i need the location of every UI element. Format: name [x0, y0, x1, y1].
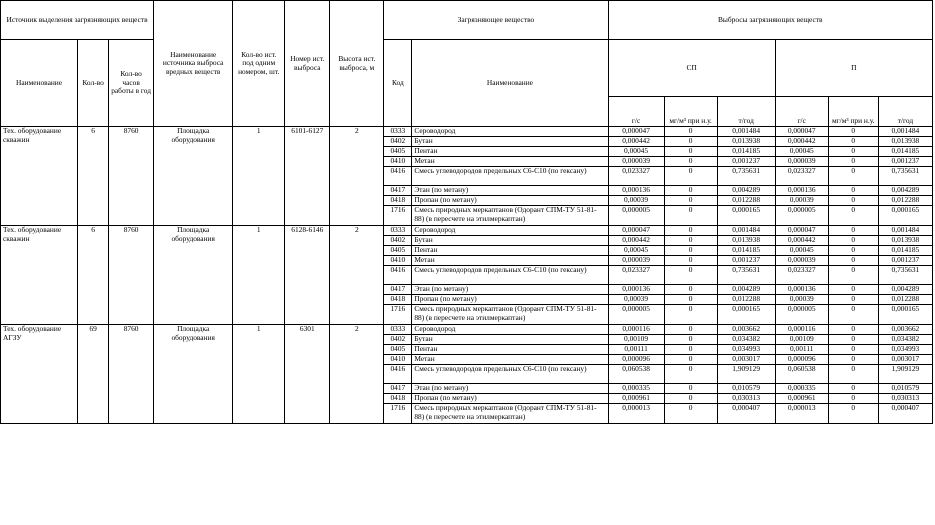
sp-mgm3-cell: 0	[664, 246, 717, 256]
height-header: Высота ист. выброса, м	[330, 1, 384, 127]
p-gs-cell: 0,000442	[775, 137, 828, 147]
sp-tyear-cell: 0,010579	[717, 384, 775, 394]
sp-mgm3-cell: 0	[664, 256, 717, 266]
sp-mgm3-cell: 0	[664, 335, 717, 345]
p-tyear-cell: 0,001484	[878, 127, 932, 137]
sp-gs-cell: 0,00111	[608, 345, 664, 355]
p-gs-cell: 0,00039	[775, 295, 828, 305]
p-gs-cell: 0,00039	[775, 196, 828, 206]
sp-gs-cell: 0,000335	[608, 384, 664, 394]
source-qty-cell: 6	[78, 127, 109, 226]
code-cell: 1716	[384, 404, 412, 424]
sp-mgm3-cell: 0	[664, 226, 717, 236]
sp-gs-cell: 0,00109	[608, 335, 664, 345]
sp-tyear-cell: 0,000165	[717, 206, 775, 226]
p-gs-cell: 0,000096	[775, 355, 828, 365]
p-mgm3-cell: 0	[828, 345, 878, 355]
code-cell: 0410	[384, 355, 412, 365]
code-cell: 0402	[384, 236, 412, 246]
pollutant-name-cell: Бутан	[412, 137, 608, 147]
sp-tyear-cell: 0,014185	[717, 246, 775, 256]
sp-tyear-cell: 0,004289	[717, 285, 775, 295]
source-qty-cell: 69	[78, 325, 109, 424]
sp-mgm3-cell: 0	[664, 384, 717, 394]
source-number-cell: 6128-6146	[285, 226, 330, 325]
p-tyear-cell: 0,004289	[878, 285, 932, 295]
p-tyear-cell: 0,001484	[878, 226, 932, 236]
sp-gs-cell: 0,000039	[608, 256, 664, 266]
sp-gs-cell: 0,000005	[608, 305, 664, 325]
sp-tyear-cell: 0,000165	[717, 305, 775, 325]
sp-mgm3-cell: 0	[664, 266, 717, 285]
sp-tyear-header: т/год	[717, 97, 775, 127]
sp-tyear-cell: 0,001237	[717, 157, 775, 167]
code-cell: 0416	[384, 266, 412, 285]
p-mgm3-cell: 0	[828, 186, 878, 196]
sp-mgm3-cell: 0	[664, 285, 717, 295]
source-name-header: Наименование	[1, 40, 78, 127]
emission-source-name-cell: Площадка оборудования	[154, 127, 233, 226]
pollutant-name-cell: Смесь углеводородов предельных С6-С10 (по гексану)	[412, 167, 608, 186]
sp-gs-cell: 0,000005	[608, 206, 664, 226]
p-gs-cell: 0,000136	[775, 285, 828, 295]
p-mgm3-cell: 0	[828, 266, 878, 285]
code-cell: 0416	[384, 167, 412, 186]
p-mgm3-cell: 0	[828, 355, 878, 365]
p-tyear-cell: 0,012288	[878, 196, 932, 206]
p-tyear-cell: 0,001237	[878, 157, 932, 167]
emission-source-name-cell: Площадка оборудования	[154, 325, 233, 424]
p-mgm3-header: мг/м³ при н.у.	[828, 97, 878, 127]
sp-mgm3-cell: 0	[664, 404, 717, 424]
p-mgm3-cell: 0	[828, 305, 878, 325]
source-number-cell: 6101-6127	[285, 127, 330, 226]
sp-gs-cell: 0,023327	[608, 167, 664, 186]
qty-under-number-header: Кол-во ист. под одним номером, шт.	[233, 1, 285, 127]
code-cell: 1716	[384, 206, 412, 226]
p-tyear-cell: 1,909129	[878, 365, 932, 384]
emissions-group-header: Выбросы загрязняющих веществ	[608, 1, 932, 40]
pollutant-name-cell: Этан (по метану)	[412, 186, 608, 196]
p-gs-cell: 0,000136	[775, 186, 828, 196]
p-mgm3-cell: 0	[828, 246, 878, 256]
p-tyear-cell: 0,030313	[878, 394, 932, 404]
height-cell: 2	[330, 127, 384, 226]
pollutant-name-cell: Пентан	[412, 246, 608, 256]
p-gs-cell: 0,000047	[775, 226, 828, 236]
p-mgm3-cell: 0	[828, 127, 878, 137]
pollutant-name-cell: Метан	[412, 256, 608, 266]
p-mgm3-cell: 0	[828, 157, 878, 167]
p-tyear-header: т/год	[878, 97, 932, 127]
p-tyear-cell: 0,034382	[878, 335, 932, 345]
p-mgm3-cell: 0	[828, 196, 878, 206]
sp-tyear-cell: 0,003662	[717, 325, 775, 335]
sp-mgm3-cell: 0	[664, 157, 717, 167]
sp-gs-cell: 0,00039	[608, 295, 664, 305]
p-mgm3-cell: 0	[828, 335, 878, 345]
source-qty-cell: 6	[78, 226, 109, 325]
pollutant-name-cell: Сероводород	[412, 325, 608, 335]
p-gs-cell: 0,000047	[775, 127, 828, 137]
table-body	[1, 127, 933, 424]
code-cell: 0417	[384, 285, 412, 295]
code-cell: 0418	[384, 295, 412, 305]
code-cell: 1716	[384, 305, 412, 325]
code-cell: 0416	[384, 365, 412, 384]
sp-tyear-cell: 0,013938	[717, 137, 775, 147]
p-mgm3-cell: 0	[828, 167, 878, 186]
code-cell: 0410	[384, 256, 412, 266]
p-mgm3-cell: 0	[828, 137, 878, 147]
table-row	[1, 226, 933, 236]
sp-gs-cell: 0,000116	[608, 325, 664, 335]
p-gs-cell: 0,000442	[775, 236, 828, 246]
sp-mgm3-cell: 0	[664, 167, 717, 186]
source-name-cell: Тех. оборудование скважин	[1, 127, 78, 226]
code-cell: 0418	[384, 196, 412, 206]
pollutant-name-cell: Бутан	[412, 335, 608, 345]
p-gs-cell: 0,000005	[775, 206, 828, 226]
p-gs-cell: 0,00045	[775, 147, 828, 157]
p-mgm3-cell: 0	[828, 404, 878, 424]
sp-mgm3-cell: 0	[664, 196, 717, 206]
pollutant-group-header: Загрязняющее вещество	[384, 1, 608, 40]
sp-gs-cell: 0,000013	[608, 404, 664, 424]
p-gs-cell: 0,000116	[775, 325, 828, 335]
source-number-header: Номер ист. выброса	[285, 1, 330, 127]
pollutant-name-cell: Этан (по метану)	[412, 384, 608, 394]
p-tyear-cell: 0,001237	[878, 256, 932, 266]
source-name-cell: Тех. оборудование скважин	[1, 226, 78, 325]
sp-tyear-cell: 0,001237	[717, 256, 775, 266]
emission-source-name-cell: Площадка оборудования	[154, 226, 233, 325]
p-tyear-cell: 0,000165	[878, 305, 932, 325]
pollutant-name-cell: Метан	[412, 157, 608, 167]
code-cell: 0333	[384, 127, 412, 137]
code-header: Код	[384, 40, 412, 127]
p-gs-header: г/с	[775, 97, 828, 127]
sp-tyear-cell: 0,030313	[717, 394, 775, 404]
sp-gs-cell: 0,000442	[608, 137, 664, 147]
source-hours-cell: 8760	[109, 226, 154, 325]
p-gs-cell: 0,00111	[775, 345, 828, 355]
code-cell: 0405	[384, 345, 412, 355]
qty-under-number-cell: 1	[233, 127, 285, 226]
sp-tyear-cell: 0,013938	[717, 236, 775, 246]
sp-gs-header: г/с	[608, 97, 664, 127]
p-gs-cell: 0,023327	[775, 266, 828, 285]
table-row	[1, 127, 933, 137]
source-hours-cell: 8760	[109, 325, 154, 424]
p-tyear-cell: 0,735631	[878, 167, 932, 186]
pollutant-name-cell: Сероводород	[412, 127, 608, 137]
code-cell: 0417	[384, 186, 412, 196]
p-mgm3-cell: 0	[828, 285, 878, 295]
sp-tyear-cell: 0,034993	[717, 345, 775, 355]
p-tyear-cell: 0,003662	[878, 325, 932, 335]
p-gs-cell: 0,023327	[775, 167, 828, 186]
sp-gs-cell: 0,000136	[608, 186, 664, 196]
table-row	[1, 325, 933, 335]
sp-mgm3-cell: 0	[664, 137, 717, 147]
p-gs-cell: 0,000013	[775, 404, 828, 424]
sp-tyear-cell: 0,003017	[717, 355, 775, 365]
p-mgm3-cell: 0	[828, 394, 878, 404]
p-gs-cell: 0,000005	[775, 305, 828, 325]
p-gs-cell: 0,000961	[775, 394, 828, 404]
pollutant-name-cell: Сероводород	[412, 226, 608, 236]
height-cell: 2	[330, 325, 384, 424]
sp-gs-cell: 0,000442	[608, 236, 664, 246]
source-name-cell: Тех. оборудование АГЗУ	[1, 325, 78, 424]
sp-gs-cell: 0,060538	[608, 365, 664, 384]
code-cell: 0417	[384, 384, 412, 394]
p-tyear-cell: 0,003017	[878, 355, 932, 365]
p-tyear-cell: 0,012288	[878, 295, 932, 305]
pollutant-name-cell: Пропан (по метану)	[412, 295, 608, 305]
code-cell: 0402	[384, 335, 412, 345]
sp-mgm3-cell: 0	[664, 147, 717, 157]
sp-gs-cell: 0,000136	[608, 285, 664, 295]
p-tyear-cell: 0,013938	[878, 236, 932, 246]
pollutant-name-cell: Этан (по метану)	[412, 285, 608, 295]
sp-mgm3-cell: 0	[664, 394, 717, 404]
p-gs-cell: 0,000335	[775, 384, 828, 394]
p-tyear-cell: 0,034993	[878, 345, 932, 355]
p-mgm3-cell: 0	[828, 384, 878, 394]
source-group-header: Источник выделения загрязняющих веществ	[1, 1, 154, 40]
p-tyear-cell: 0,000165	[878, 206, 932, 226]
p-gs-cell: 0,00109	[775, 335, 828, 345]
sp-tyear-cell: 0,735631	[717, 167, 775, 186]
pollutant-name-header: Наименование	[412, 40, 608, 127]
sp-mgm3-cell: 0	[664, 365, 717, 384]
qty-under-number-cell: 1	[233, 325, 285, 424]
sp-tyear-cell: 0,735631	[717, 266, 775, 285]
p-tyear-cell: 0,735631	[878, 266, 932, 285]
code-cell: 0410	[384, 157, 412, 167]
height-cell: 2	[330, 226, 384, 325]
sp-mgm3-header: мг/м³ при н.у.	[664, 97, 717, 127]
sp-header: СП	[608, 40, 775, 97]
pollutant-name-cell: Бутан	[412, 236, 608, 246]
source-number-cell: 6301	[285, 325, 330, 424]
sp-gs-cell: 0,000047	[608, 127, 664, 137]
sp-mgm3-cell: 0	[664, 127, 717, 137]
p-mgm3-cell: 0	[828, 256, 878, 266]
p-tyear-cell: 0,014185	[878, 147, 932, 157]
pollutant-name-cell: Пропан (по метану)	[412, 196, 608, 206]
sp-gs-cell: 0,000039	[608, 157, 664, 167]
sp-tyear-cell: 0,004289	[717, 186, 775, 196]
sp-gs-cell: 0,000096	[608, 355, 664, 365]
p-mgm3-cell: 0	[828, 226, 878, 236]
sp-tyear-cell: 0,001484	[717, 127, 775, 137]
qty-under-number-cell: 1	[233, 226, 285, 325]
table-header	[1, 1, 933, 127]
p-mgm3-cell: 0	[828, 206, 878, 226]
code-cell: 0405	[384, 246, 412, 256]
p-gs-cell: 0,00045	[775, 246, 828, 256]
sp-gs-cell: 0,000961	[608, 394, 664, 404]
pollutant-name-cell: Смесь природных меркаптанов (Одорант СПМ-ТУ 51-81-88) (в пересчете на этилмеркаптан)	[412, 305, 608, 325]
sp-tyear-cell: 0,000407	[717, 404, 775, 424]
sp-tyear-cell: 0,034382	[717, 335, 775, 345]
sp-tyear-cell: 0,012288	[717, 196, 775, 206]
sp-mgm3-cell: 0	[664, 186, 717, 196]
emission-source-name-header: Наименование источника выброса вредных веществ	[154, 1, 233, 127]
p-mgm3-cell: 0	[828, 295, 878, 305]
p-header: П	[775, 40, 932, 97]
sp-gs-cell: 0,023327	[608, 266, 664, 285]
sp-tyear-cell: 0,012288	[717, 295, 775, 305]
sp-mgm3-cell: 0	[664, 305, 717, 325]
sp-tyear-cell: 1,909129	[717, 365, 775, 384]
p-tyear-cell: 0,004289	[878, 186, 932, 196]
p-tyear-cell: 0,010579	[878, 384, 932, 394]
p-mgm3-cell: 0	[828, 236, 878, 246]
pollutant-name-cell: Смесь природных меркаптанов (Одорант СПМ-ТУ 51-81-88) (в пересчете на этилмеркаптан)	[412, 404, 608, 424]
pollutant-name-cell: Смесь углеводородов предельных С6-С10 (по гексану)	[412, 365, 608, 384]
code-cell: 0402	[384, 137, 412, 147]
sp-gs-cell: 0,00045	[608, 246, 664, 256]
p-gs-cell: 0,000039	[775, 256, 828, 266]
code-cell: 0405	[384, 147, 412, 157]
sp-tyear-cell: 0,001484	[717, 226, 775, 236]
sp-mgm3-cell: 0	[664, 355, 717, 365]
sp-gs-cell: 0,000047	[608, 226, 664, 236]
p-gs-cell: 0,000039	[775, 157, 828, 167]
sp-tyear-cell: 0,014185	[717, 147, 775, 157]
sp-gs-cell: 0,00039	[608, 196, 664, 206]
p-gs-cell: 0,060538	[775, 365, 828, 384]
p-tyear-cell: 0,013938	[878, 137, 932, 147]
sp-gs-cell: 0,00045	[608, 147, 664, 157]
p-tyear-cell: 0,000407	[878, 404, 932, 424]
pollutant-name-cell: Метан	[412, 355, 608, 365]
p-mgm3-cell: 0	[828, 325, 878, 335]
sp-mgm3-cell: 0	[664, 295, 717, 305]
sp-mgm3-cell: 0	[664, 206, 717, 226]
source-qty-header: Кол-во	[78, 40, 109, 127]
code-cell: 0333	[384, 226, 412, 236]
pollutant-name-cell: Пентан	[412, 147, 608, 157]
sp-mgm3-cell: 0	[664, 236, 717, 246]
source-hours-cell: 8760	[109, 127, 154, 226]
p-mgm3-cell: 0	[828, 147, 878, 157]
p-tyear-cell: 0,014185	[878, 246, 932, 256]
code-cell: 0418	[384, 394, 412, 404]
sp-mgm3-cell: 0	[664, 325, 717, 335]
pollutant-name-cell: Смесь углеводородов предельных С6-С10 (по гексану)	[412, 266, 608, 285]
pollutant-name-cell: Пропан (по метану)	[412, 394, 608, 404]
pollutant-name-cell: Смесь природных меркаптанов (Одорант СПМ-ТУ 51-81-88) (в пересчете на этилмеркаптан)	[412, 206, 608, 226]
source-hours-header: Кол-во часов работы в год	[109, 40, 154, 127]
code-cell: 0333	[384, 325, 412, 335]
sp-mgm3-cell: 0	[664, 345, 717, 355]
pollutant-name-cell: Пентан	[412, 345, 608, 355]
p-mgm3-cell: 0	[828, 365, 878, 384]
